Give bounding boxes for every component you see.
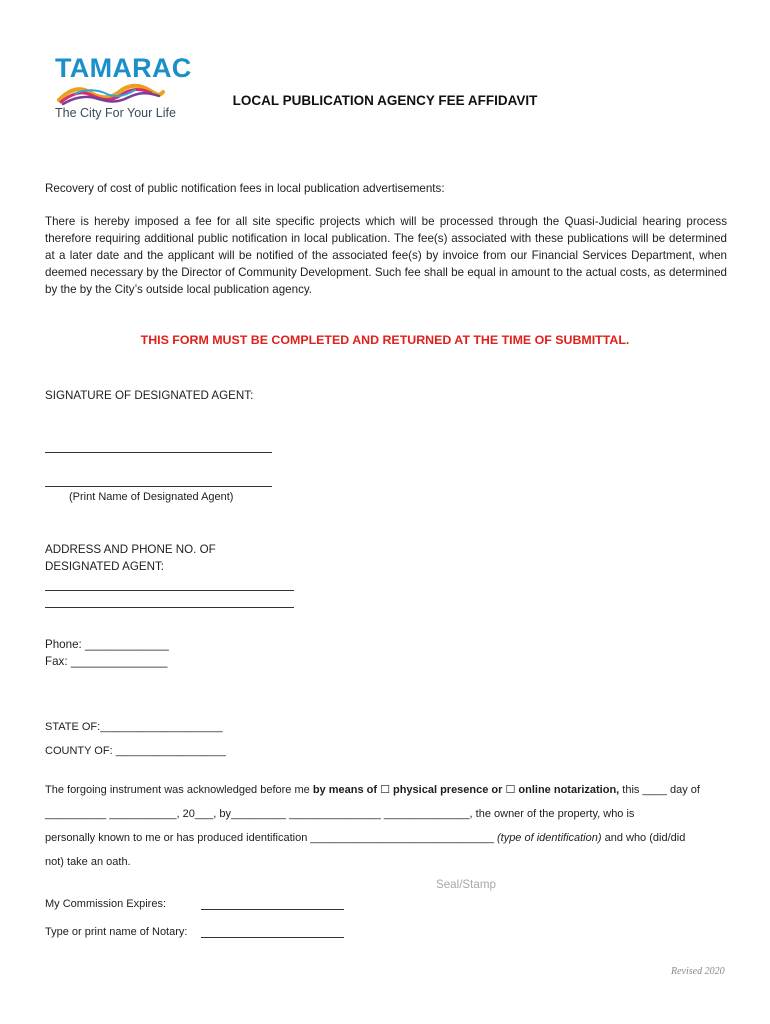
revised-date: Revised 2020 (671, 966, 725, 977)
signature-heading: SIGNATURE OF DESIGNATED AGENT: (45, 389, 254, 402)
submittal-notice: THIS FORM MUST BE COMPLETED AND RETURNED AT THE TIME OF SUBMITTAL. (140, 333, 630, 347)
address-line-1[interactable] (45, 590, 294, 591)
identification-text[interactable]: personally known to me or has produced identification ______________________________ (45, 832, 497, 844)
tamarac-logo-tagline: The City For Your Life (55, 106, 176, 120)
acknowledgement-line-1 (45, 782, 700, 799)
commission-expires-label: My Commission Expires: (45, 898, 167, 910)
document-title: LOCAL PUBLICATION AGENCY FEE AFFIDAVIT (232, 93, 538, 108)
acknowledgement-line-2[interactable]: __________ ___________, 20___, by_________ _______________ ______________, the owner of the property, who is (45, 808, 635, 820)
oath-text: and who (did/did (601, 832, 686, 844)
fax-field[interactable]: Fax: _______________ (45, 655, 168, 668)
intro-text: Recovery of cost of public notification fees in local publication advertisements: (45, 182, 445, 195)
commission-expires-line[interactable] (201, 909, 344, 910)
acknowledgement-line-3 (45, 830, 685, 847)
fee-paragraph: There is hereby imposed a fee for all site specific projects which will be processed through the Quasi-Judicial hearing process therefore requiring additional public notification in local publication. The fee(s) associated with these publications will be determined at a later date and the applicant will be notified of the associated fee(s) by invoice from our Financial Services Department, when deemed necessary by the Director of Community Development. Such fee shall be equal in amount to the actual costs, as determined by the by the City’s outside local publication agency. (45, 215, 727, 296)
notary-name-line[interactable] (201, 937, 344, 938)
signature-line[interactable] (45, 452, 272, 453)
identification-caption: (type of identification) (496, 832, 602, 844)
phone-field[interactable]: Phone: _____________ (45, 638, 169, 651)
county-field[interactable]: COUNTY OF: __________________ (45, 745, 226, 757)
acknowledgement-text-a: The forgoing instrument was acknowledged before me (45, 784, 313, 796)
address-heading-line1: ADDRESS AND PHONE NO. OF (45, 543, 216, 556)
print-name-caption: (Print Name of Designated Agent) (69, 491, 234, 503)
state-field[interactable]: STATE OF:____________________ (45, 721, 223, 733)
print-name-line[interactable] (45, 486, 272, 487)
address-heading-line2: DESIGNATED AGENT: (45, 560, 164, 573)
acknowledgement-text-c: this ____ day of (619, 784, 700, 796)
tamarac-logo-wordmark: TAMARAC (55, 53, 192, 83)
seal-stamp-label: Seal/Stamp (436, 878, 496, 891)
presence-options[interactable]: by means of ☐ physical presence or ☐ online notarization, (312, 784, 620, 796)
address-line-2[interactable] (45, 607, 294, 608)
acknowledgement-line-4: not) take an oath. (45, 856, 131, 868)
notary-name-label: Type or print name of Notary: (45, 926, 188, 938)
